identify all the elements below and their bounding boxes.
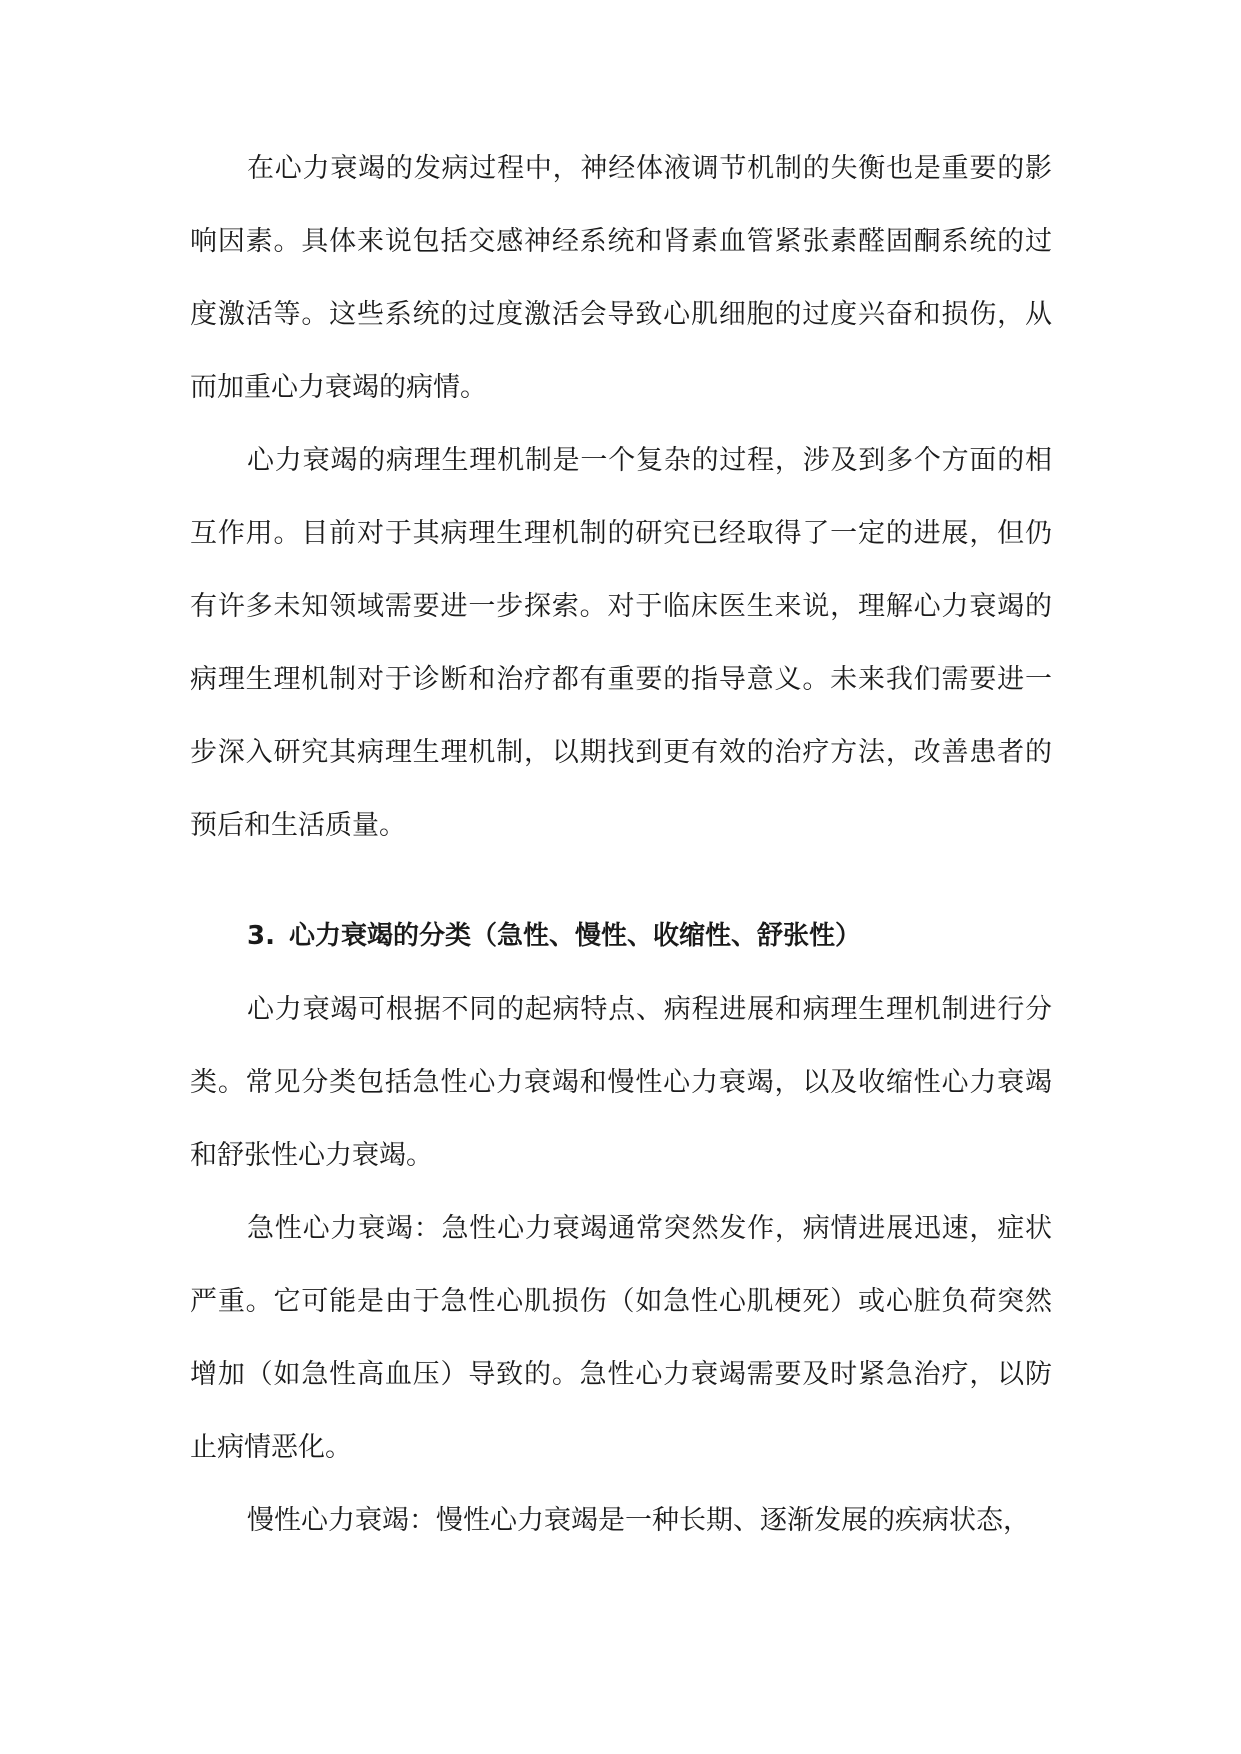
section-heading <box>190 900 1052 973</box>
paragraph-acute-heart-failure: 急性心力衰竭：急性心力衰竭通常突然发作，病情进展迅速，症状严重。它可能是由于急性心肌损伤（如急性心肌梗死）或心脏负荷突然增加（如急性高血压）导致的。急性心力衰竭需要及时紧急治疗，以防止病情恶化。 <box>190 1213 1052 1463</box>
paragraph-neurohumoral: 在心力衰竭的发病过程中，神经体液调节机制的失衡也是重要的影响因素。具体来说包括交感神经系统和肾素血管紧张素醛固酮系统的过度激活等。这些系统的过度激活会导致心肌细胞的过度兴奋和损伤，从而加重心力衰竭的病情。 <box>190 153 1052 403</box>
paragraph-chronic-heart-failure: 慢性心力衰竭：慢性心力衰竭是一种长期、逐渐发展的疾病状态， <box>247 1505 1030 1536</box>
section-number: 3. <box>247 921 275 951</box>
paragraph-classification-intro: 心力衰竭可根据不同的起病特点、病程进展和病理生理机制进行分类。常见分类包括急性心力衰竭和慢性心力衰竭，以及收缩性心力衰竭和舒张性心力衰竭。 <box>190 994 1052 1171</box>
document-body <box>190 132 1052 1557</box>
section-title: 心力衰竭的分类（急性、慢性、收缩性、舒张性） <box>288 921 861 951</box>
paragraph-mechanism-summary: 心力衰竭的病理生理机制是一个复杂的过程，涉及到多个方面的相互作用。目前对于其病理生理机制的研究已经取得了一定的进展，但仍有许多未知领域需要进一步探索。对于临床医生来说，理解心力衰竭的病理生理机制对于诊断和治疗都有重要的指导意义。未来我们需要进一步深入研究其病理生理机制，以期找到更有效的治疗方法，改善患者的预后和生活质量。 <box>190 445 1052 841</box>
